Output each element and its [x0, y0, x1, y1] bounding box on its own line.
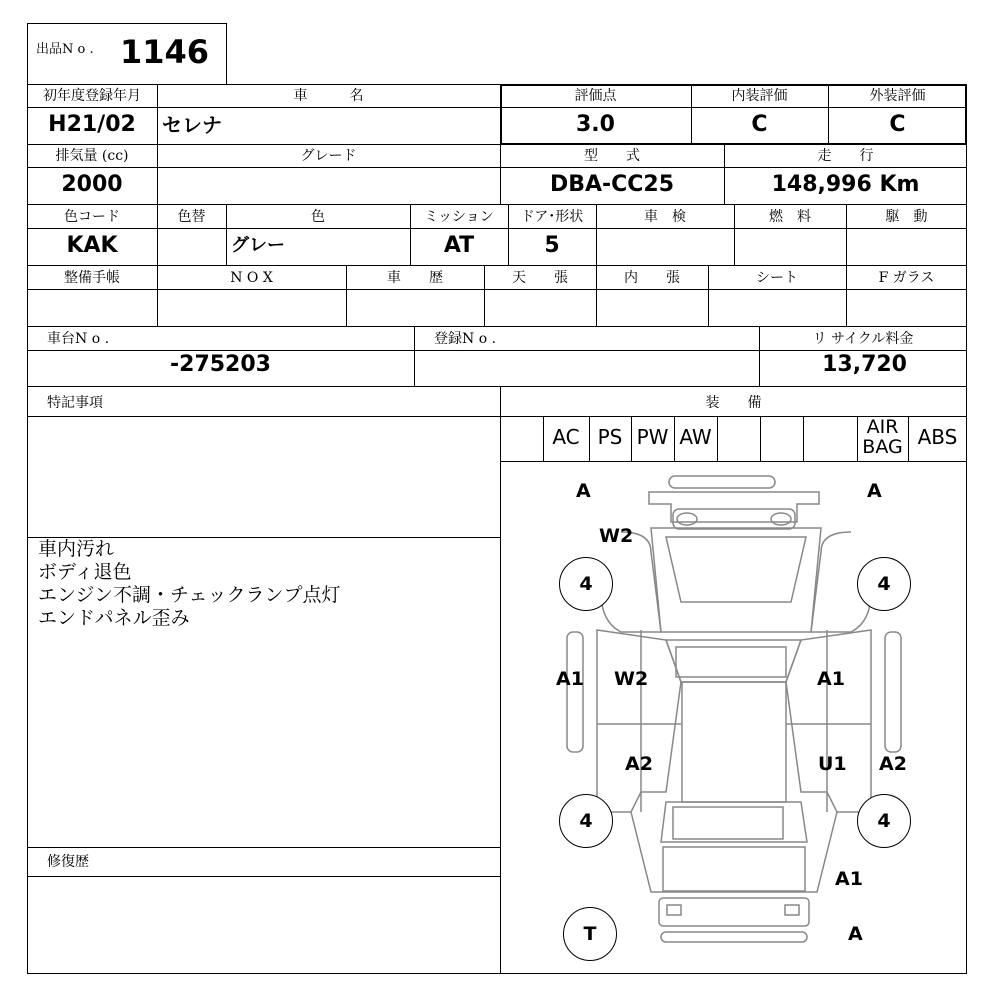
color-label: 色: [311, 209, 325, 225]
car-diagram: [501, 462, 966, 973]
roof-lining-label: 天 張: [512, 270, 568, 286]
mark-front-right: A: [867, 480, 882, 502]
tire-rear-left: 4: [559, 794, 613, 848]
mark-rear-right: A1: [835, 868, 863, 890]
divider: [27, 847, 500, 848]
grade-label: グレード: [300, 148, 357, 164]
door-value: 5: [544, 233, 560, 258]
interior-grade-label: 内装評価: [731, 88, 788, 104]
divider: [803, 416, 804, 461]
tire-front-right: 4: [857, 557, 911, 611]
front-glass-label: F ガラス: [878, 270, 935, 286]
equipment-label: 装 備: [705, 395, 762, 411]
mark-windshield: W2: [599, 525, 634, 547]
displacement-value: 2000: [61, 172, 123, 197]
car-name-label: 車 名: [293, 88, 364, 104]
mission-label: ミッション: [424, 209, 494, 225]
divider: [27, 876, 500, 877]
equip-airbag: AIR BAG: [862, 416, 903, 458]
interior-grade-value: C: [751, 112, 768, 137]
model-label: 型 式: [584, 148, 640, 164]
mark-right-front-door: A1: [817, 668, 845, 690]
color-code-label: 色コード: [64, 209, 120, 225]
exterior-grade-label: 外装評価: [869, 88, 926, 104]
score-label: 評価点: [574, 88, 617, 104]
recycle-fee-label: リ サイクル料金: [812, 331, 914, 347]
tire-front-left: 4: [559, 557, 613, 611]
car-name-value: セレナ: [162, 113, 222, 137]
mark-left-front-door: A1: [556, 668, 584, 690]
divider: [717, 416, 718, 461]
lot-number-label: 出品N o .: [36, 42, 94, 57]
mark-left-rear: A2: [625, 753, 653, 775]
seat-label: シート: [756, 270, 798, 286]
mark-right-rear-u1: U1: [818, 753, 847, 775]
mileage-value: 148,996 Km: [771, 172, 920, 197]
spare-tire: T: [563, 907, 617, 961]
exterior-grade-value: C: [889, 112, 906, 137]
drive-label: 駆 動: [885, 209, 928, 225]
repaint-label: 色替: [177, 209, 206, 225]
tire-rear-right: 4: [857, 794, 911, 848]
recycle-fee-value: 13,720: [822, 352, 907, 377]
door-shape-label: ドア･形状: [520, 209, 584, 225]
note-line-1: 車内汚れ: [38, 538, 115, 560]
divider: [27, 416, 967, 417]
note-line-4: エンドパネル歪み: [38, 607, 190, 629]
equip-abs: ABS: [917, 425, 958, 449]
mark-front-left: A: [576, 480, 591, 502]
equip-aw: AW: [679, 425, 712, 449]
mark-right-rear-a2: A2: [879, 753, 907, 775]
score-value: 3.0: [576, 112, 615, 137]
nox-label: N O X: [230, 270, 273, 286]
mission-value: AT: [443, 233, 475, 258]
divider: [27, 386, 967, 387]
interior-lining-label: 内 張: [624, 270, 680, 286]
equip-ps: PS: [597, 425, 623, 449]
repair-history-label: 修復歴: [47, 854, 89, 870]
inspection-label: 車 検: [644, 209, 686, 225]
divider: [27, 326, 967, 327]
chassis-no-label: 車台N o .: [47, 331, 110, 347]
history-label: 車 歴: [387, 270, 443, 286]
divider: [414, 326, 415, 386]
divider: [27, 204, 967, 205]
color-value: グレー: [231, 235, 285, 256]
registration-no-label: 登録N o .: [434, 331, 497, 347]
first-reg-label: 初年度登録年月: [43, 88, 141, 104]
color-code-value: KAK: [66, 233, 118, 258]
fuel-label: 燃 料: [769, 209, 811, 225]
maintenance-label: 整備手帳: [64, 270, 120, 286]
chassis-no-value: -275203: [170, 352, 271, 377]
mark-left-window: W2: [614, 668, 649, 690]
lot-number: 1146: [120, 33, 210, 71]
divider: [760, 416, 761, 461]
equip-ac: AC: [552, 425, 580, 449]
mark-back-bumper: A: [848, 923, 863, 945]
equip-pw: PW: [636, 425, 669, 449]
mileage-label: 走 行: [817, 148, 874, 164]
divider: [27, 289, 967, 290]
model-value: DBA-CC25: [549, 172, 675, 197]
divider: [27, 265, 967, 266]
notes-label: 特記事項: [47, 395, 103, 411]
first-reg-value: H21/02: [48, 112, 136, 137]
displacement-label: 排気量 (cc): [55, 148, 129, 164]
note-line-2: ボディ退色: [38, 561, 132, 583]
note-line-3: エンジン不調・チェックランプ点灯: [38, 584, 341, 606]
